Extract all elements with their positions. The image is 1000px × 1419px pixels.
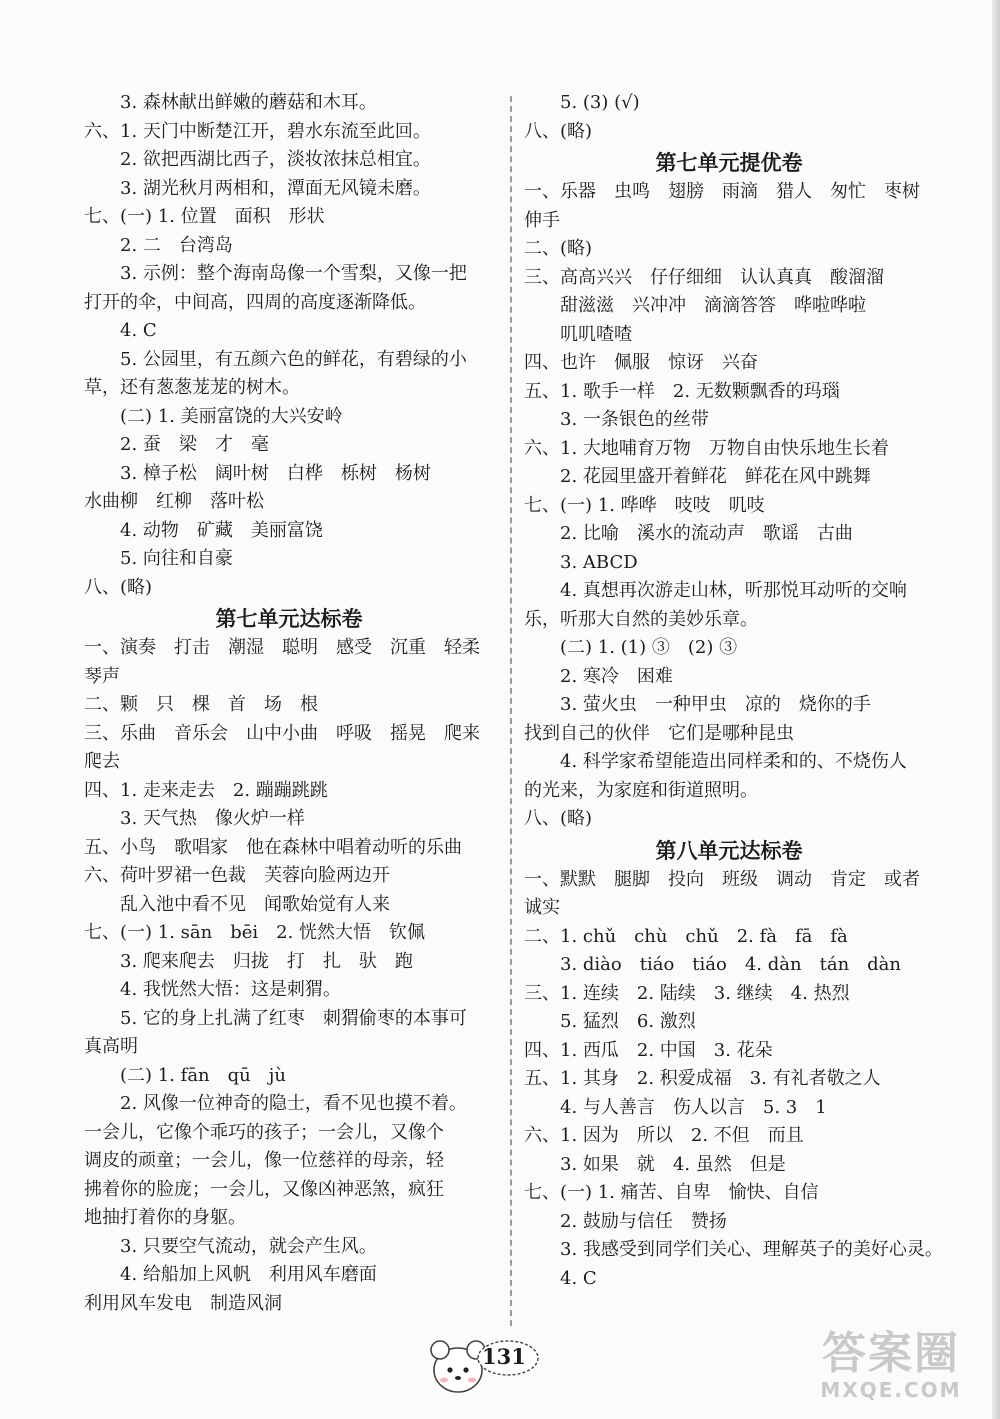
answer-line: 爬去 xyxy=(84,751,120,772)
answer-line: 2. 二 台湾岛 xyxy=(120,234,233,256)
answer-line: 七、(一) 1. 位置 面积 形状 xyxy=(84,206,325,227)
answer-line: 3. 萤火虫 一种甲虫 凉的 烧你的手 xyxy=(560,694,871,715)
section-title: 第七单元提优卷 xyxy=(655,151,803,175)
answer-line: 3. 樟子松 阔叶树 白桦 栎树 杨树 xyxy=(120,462,431,484)
answer-line: 2. 比喻 溪水的流动声 歌谣 古曲 xyxy=(560,523,853,544)
answer-line: 三、高高兴兴 仔仔细细 认认真真 酸溜溜 xyxy=(524,266,884,288)
watermark-logo xyxy=(796,1330,986,1410)
answer-line: 3. 如果 就 4. 虽然 但是 xyxy=(560,1153,786,1175)
answer-line: 4. 动物 矿藏 美丽富饶 xyxy=(120,519,323,541)
answer-line: 3. ABCD xyxy=(560,551,638,573)
answer-line: 草，还有葱葱茏茏的树木。 xyxy=(84,377,300,398)
answer-line: 2. 花园里盛开着鲜花 鲜花在风中跳舞 xyxy=(560,466,871,487)
answer-line: 五、1. 歌手一样 2. 无数颗飘香的玛瑙 xyxy=(524,380,840,402)
answer-line: 三、乐曲 音乐会 山中小曲 呼吸 摇晃 爬来 xyxy=(84,722,480,744)
answer-line: 4. C xyxy=(560,1267,597,1289)
answer-line: 三、1. 连续 2. 陆续 3. 继续 4. 热烈 xyxy=(524,982,850,1004)
answer-line: 二、颗 只 棵 首 场 根 xyxy=(84,694,318,715)
answer-line: 4. C xyxy=(120,320,157,341)
answer-line: 七、(一) 1. 痛苦、自卑 愉快、自信 xyxy=(524,1182,819,1203)
answer-line: 3. 湖光秋月两相和，潭面无风镜未磨。 xyxy=(120,177,431,199)
answer-line: 3. 一条银色的丝带 xyxy=(560,409,709,430)
answer-line: 的光来，为家庭和街道照明。 xyxy=(524,779,758,801)
answer-line: 六、荷叶罗裙一色裁 芙蓉向脸两边开 xyxy=(84,865,390,886)
answer-line: 叽叽喳喳 xyxy=(560,323,632,345)
answer-line: 七、(一) 1. sān bēi 2. 恍然大悟 钦佩 xyxy=(84,922,426,943)
answer-line: 真高明 xyxy=(84,1036,138,1057)
answer-line: 一会儿，它像个乖巧的孩子；一会儿，又像个 xyxy=(84,1121,444,1143)
answer-line: (二) 1. 美丽富饶的大兴安岭 xyxy=(120,405,343,427)
answer-line: 5. 公园里，有五颜六色的鲜花，有碧绿的小 xyxy=(120,348,467,370)
answer-line: 琴声 xyxy=(84,665,120,687)
answer-line: 一、演奏 打击 潮湿 聪明 感受 沉重 轻柔 xyxy=(84,637,480,658)
answer-line: 八、(略) xyxy=(524,808,593,829)
watermark-bottom: MXQE.COM xyxy=(820,1378,962,1402)
answer-line: 4. 我恍然大悟：这是刺猬。 xyxy=(120,979,341,1000)
answer-line: 乱入池中看不见 闻歌始觉有人来 xyxy=(120,893,390,915)
answer-line: 六、1. 大地哺育万物 万物自由快乐地生长着 xyxy=(524,437,889,459)
answer-line: 一、乐器 虫鸣 翅膀 雨滴 猎人 匆忙 枣树 xyxy=(524,181,920,202)
answer-line: 四、1. 走来走去 2. 蹦蹦跳跳 xyxy=(84,779,328,801)
answer-line: 3. 天气热 像火炉一样 xyxy=(120,808,305,829)
answer-line: 伸手 xyxy=(524,209,560,231)
answer-line: 5. (3) (√) xyxy=(560,92,640,113)
answer-line: 八、(略) xyxy=(84,576,153,598)
answer-line: 2. 欲把西湖比西子，淡妆浓抹总相宜。 xyxy=(120,149,431,170)
answer-line: 2. 蚕 梁 才 毫 xyxy=(120,434,269,455)
answer-line: (二) 1. (1) ③ (2) ③ xyxy=(560,637,738,658)
answer-line: 4. 与人善言 伤人以言 5. 3 1 xyxy=(560,1096,827,1118)
answer-line: 调皮的顽童；一会儿，像一位慈祥的母亲，轻 xyxy=(84,1150,444,1171)
answer-line: 打开的伞，中间高，四周的高度逐渐降低。 xyxy=(84,291,426,313)
answer-line: 4. 给船加上风帆 利用风车磨面 xyxy=(120,1264,377,1285)
answer-line: 诚实 xyxy=(524,897,560,918)
answer-line: 水曲柳 红柳 落叶松 xyxy=(84,491,264,512)
page-number: 131 xyxy=(482,1344,526,1369)
answer-line: 5. 它的身上扎满了红枣 刺猬偷枣的本事可 xyxy=(120,1007,467,1029)
answer-line: 五、小鸟 歌唱家 他在森林中唱着动听的乐曲 xyxy=(84,836,462,858)
answer-line: 找到自己的伙伴 它们是哪种昆虫 xyxy=(524,722,794,744)
section-title: 第七单元达标卷 xyxy=(215,607,363,631)
answer-line: 3. 示例：整个海南岛像一个雪梨，又像一把 xyxy=(120,263,467,284)
answer-line: 六、1. 天门中断楚江开，碧水东流至此回。 xyxy=(84,120,431,142)
watermark-top: 答案圈 xyxy=(822,1328,960,1379)
answer-line: 2. 寒冷 困难 xyxy=(560,665,673,687)
answer-line: 拂着你的脸庞；一会儿，又像凶神恶煞，疯狂 xyxy=(84,1178,444,1200)
answer-line: (二) 1. fān qū jù xyxy=(120,1064,286,1086)
answer-line: 3. diào tiáo tiáo 4. dàn tán dàn xyxy=(560,954,902,975)
answer-line: 四、也许 佩服 惊讶 兴奋 xyxy=(524,352,758,373)
answer-line: 六、1. 因为 所以 2. 不但 而且 xyxy=(524,1125,804,1146)
answer-line: 甜滋滋 兴冲冲 滴滴答答 哗啦哗啦 xyxy=(560,295,866,316)
answer-line: 利用风车发电 制造风洞 xyxy=(84,1292,282,1314)
answer-line: 5. 猛烈 6. 激烈 xyxy=(560,1011,696,1032)
answer-line: 2. 风像一位神奇的隐士，看不见也摸不着。 xyxy=(120,1093,467,1114)
answer-line: 五、1. 其身 2. 积爱成福 3. 有礼者敬之人 xyxy=(524,1068,881,1089)
answer-line: 2. 鼓励与信任 赞扬 xyxy=(560,1210,727,1232)
answer-line: 3. 我感受到同学们关心、理解英子的美好心灵。 xyxy=(560,1239,943,1260)
section-title: 第八单元达标卷 xyxy=(655,838,803,863)
column-divider xyxy=(510,96,512,1326)
answer-line: 地抽打着你的身躯。 xyxy=(84,1207,246,1228)
answer-line: 3. 爬来爬去 归拢 打 扎 驮 跑 xyxy=(120,950,413,972)
answer-line: 一、默默 腿脚 投向 班级 调动 肯定 或者 xyxy=(524,868,920,890)
answer-line: 5. 向往和自豪 xyxy=(120,548,233,569)
answer-line: 八、(略) xyxy=(524,120,593,142)
answer-line: 3. 森林献出鲜嫩的蘑菇和木耳。 xyxy=(120,92,377,113)
answer-line: 4. 真想再次游走山林，听那悦耳动听的交响 xyxy=(560,580,907,601)
answer-line: 四、1. 西瓜 2. 中国 3. 花朵 xyxy=(524,1039,773,1061)
answer-line: 乐，听那大自然的美妙乐章。 xyxy=(524,608,758,630)
answer-line: 二、(略) xyxy=(524,238,593,259)
answer-line: 七、(一) 1. 哗哗 吱吱 叽吱 xyxy=(524,494,765,516)
page-edge xyxy=(992,0,1000,1419)
answer-line: 二、1. chǔ chù chǔ 2. fà fā fà xyxy=(524,925,848,947)
answer-line: 4. 科学家希望能造出同样柔和的、不烧伤人 xyxy=(560,751,907,772)
answer-line: 3. 只要空气流动，就会产生风。 xyxy=(120,1235,377,1257)
